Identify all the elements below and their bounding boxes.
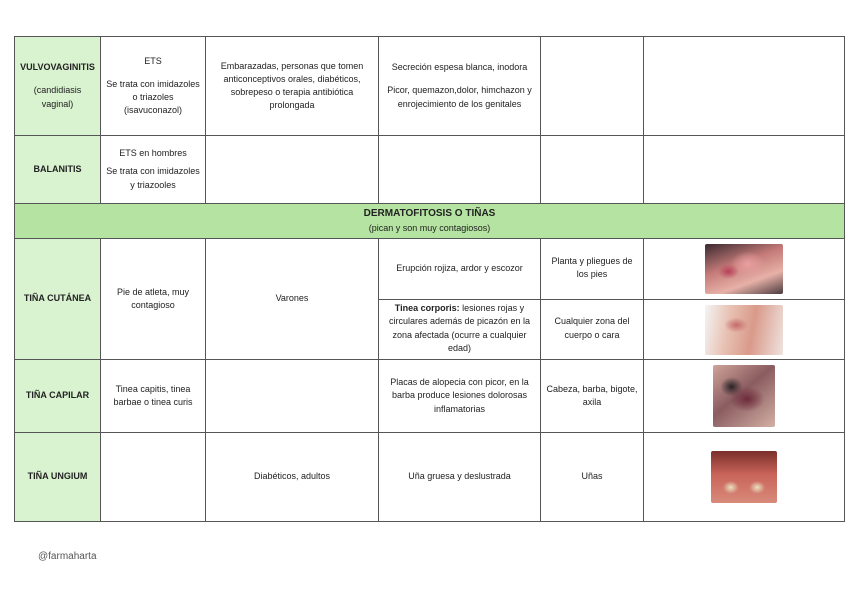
transmission-cell <box>101 136 206 204</box>
risk-cell: Diabéticos, adultos <box>206 433 379 522</box>
transmission-text: ETS <box>144 55 162 66</box>
tinea-corporis-label: Tinea corporis: <box>394 303 460 314</box>
transmission-text: ETS en hombres <box>119 148 187 159</box>
table-row <box>15 136 845 204</box>
section-header <box>15 204 845 239</box>
tinea-corporis-text: lesiones rojas y circulares además de picazón en la zona afectada (ocurre a cualquier edad) <box>388 303 531 353</box>
risk-cell <box>206 136 379 204</box>
symptoms-text: Secreción espesa blanca, inodora <box>391 62 528 73</box>
disease-name-cell <box>15 136 101 204</box>
disease-name: TIÑA CUTÁNEA <box>23 293 92 304</box>
disease-name: TIÑA UNGIUM <box>27 471 88 482</box>
disease-name-cell <box>15 37 101 136</box>
location-cell: Uñas <box>541 433 644 522</box>
location-cell: Cabeza, barba, bigote, axila <box>541 360 644 433</box>
location-cell: Planta y pliegues de los pies <box>541 239 644 300</box>
section-row <box>15 204 845 239</box>
symptoms-text-2: Picor, quemazon,dolor, himchazon y enrojecimiento de los genitales <box>387 85 532 109</box>
location-cell <box>541 136 644 204</box>
skin-lesion-image <box>705 305 783 355</box>
image-cell <box>644 360 845 433</box>
disease-name-cell <box>15 433 101 522</box>
treatment-text: Se trata con imidazoles o triazoles (isavuconazol) <box>106 78 200 116</box>
scalp-lesion-image <box>713 365 775 427</box>
symptoms-cell <box>379 300 541 360</box>
symptoms-cell: Placas de alopecia con picor, en la barba produce lesiones dolorosas inflamatorias <box>379 360 541 433</box>
symptoms-cell <box>379 136 541 204</box>
symptoms-cell: Erupción rojiza, ardor y escozor <box>379 239 541 300</box>
description-cell: Pie de atleta, muy contagioso <box>101 239 206 360</box>
risk-cell: Varones <box>206 239 379 360</box>
disease-name: VULVOVAGINITIS <box>20 62 95 73</box>
disease-name-cell <box>15 239 101 360</box>
disease-name: TIÑA CAPILAR <box>25 390 90 401</box>
section-subtitle: (pican y son muy contagiosos) <box>368 222 491 233</box>
location-cell: Cualquier zona del cuerpo o cara <box>541 300 644 360</box>
disease-name-sub: (candidiasis vaginal) <box>33 85 82 109</box>
image-cell <box>644 300 845 360</box>
symptoms-cell <box>379 37 541 136</box>
description-cell <box>101 433 206 522</box>
image-cell <box>644 37 845 136</box>
table-row <box>15 37 845 136</box>
disease-name-cell <box>15 360 101 433</box>
risk-cell <box>206 360 379 433</box>
diseases-table <box>14 36 845 522</box>
treatment-text: Se trata con imidazoles y triazooles <box>106 166 200 190</box>
risk-cell: Embarazadas, personas que tomen anticonceptivos orales, diabéticos, sobrepeso o terapia antibiótica prolongada <box>206 37 379 136</box>
table-row <box>15 433 845 522</box>
foot-lesion-image <box>705 244 783 294</box>
symptoms-cell: Uña gruesa y deslustrada <box>379 433 541 522</box>
description-cell: Tinea capitis, tinea barbae o tinea curis <box>101 360 206 433</box>
location-cell <box>541 37 644 136</box>
table-row <box>15 360 845 433</box>
disease-name: BALANITIS <box>33 163 82 174</box>
image-cell <box>644 136 845 204</box>
table-row <box>15 239 845 300</box>
section-title: DERMATOFITOSIS O TIÑAS <box>363 208 496 220</box>
nail-lesion-image <box>711 451 777 503</box>
footer-handle: @farmaharta <box>38 551 97 562</box>
image-cell <box>644 239 845 300</box>
image-cell <box>644 433 845 522</box>
transmission-cell <box>101 37 206 136</box>
